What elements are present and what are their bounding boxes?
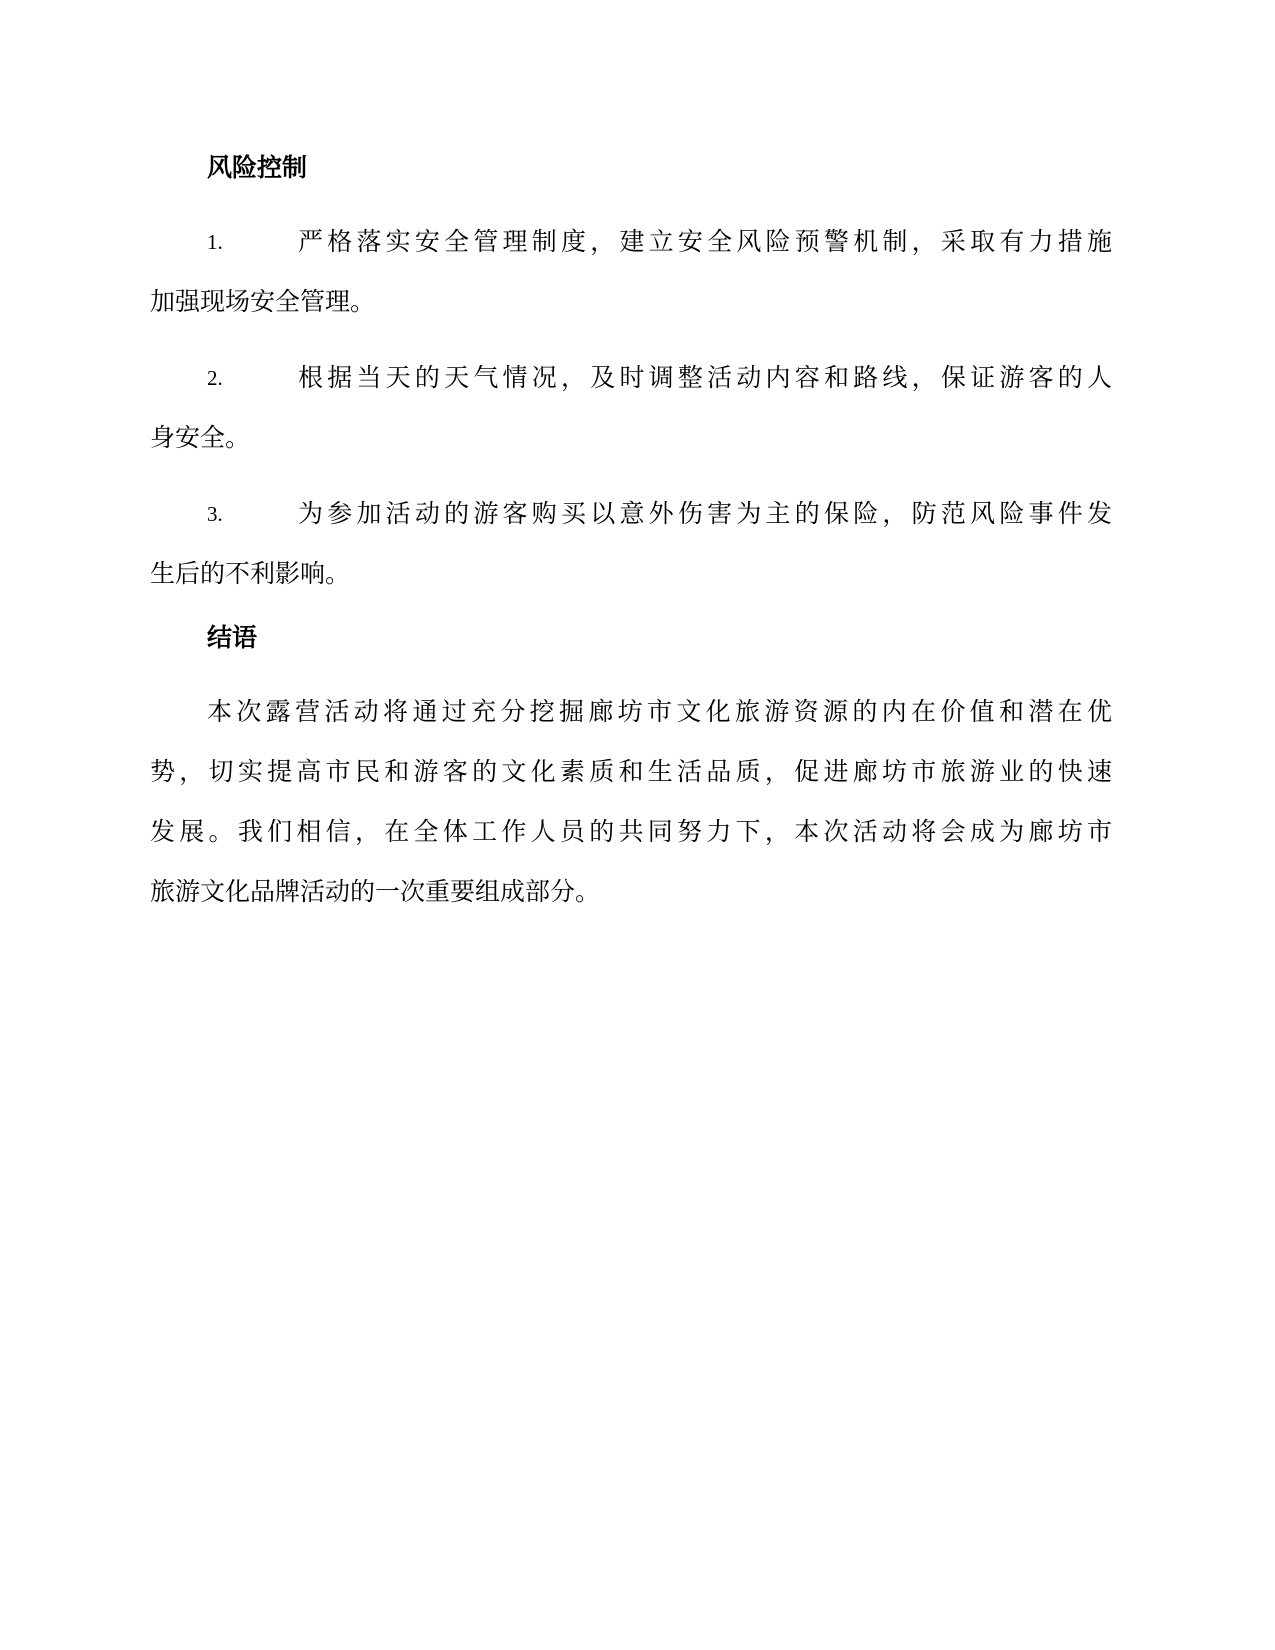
paragraph-line: 发展。我们相信，在全体工作人员的共同努力下，本次活动将会成为廊坊市: [150, 817, 1112, 846]
document-body: [150, 150, 1112, 922]
list-number: 1.: [207, 230, 223, 254]
list-item: [150, 212, 1112, 332]
list-item: [150, 484, 1112, 604]
list-item-text-line: 为参加活动的游客购买以意外伤害为主的保险，防范风险事件发: [298, 499, 1112, 528]
list-item-text-line: 严格落实安全管理制度，建立安全风险预警机制，采取有力措施: [298, 227, 1112, 256]
list-item-text-line: 身安全。: [150, 423, 251, 452]
list-number: 2.: [207, 366, 223, 390]
list-item: [150, 348, 1112, 468]
list-item-text-line: 根据当天的天气情况，及时调整活动内容和路线，保证游客的人: [298, 363, 1112, 392]
paragraph-line: 本次露营活动将通过充分挖掘廊坊市文化旅游资源的内在价值和潜在优: [207, 697, 1112, 726]
section-heading-risk-control: 风险控制: [207, 153, 308, 182]
list-item-text-line: 加强现场安全管理。: [150, 287, 376, 316]
list-number: 3.: [207, 502, 223, 526]
paragraph-line: 势，切实提高市民和游客的文化素质和生活品质，促进廊坊市旅游业的快速: [150, 757, 1112, 786]
paragraph-line: 旅游文化品牌活动的一次重要组成部分。: [150, 877, 601, 906]
conclusion-paragraph: [150, 682, 1112, 922]
section-heading-conclusion: 结语: [207, 623, 258, 652]
list-item-text-line: 生后的不利影响。: [150, 559, 351, 588]
